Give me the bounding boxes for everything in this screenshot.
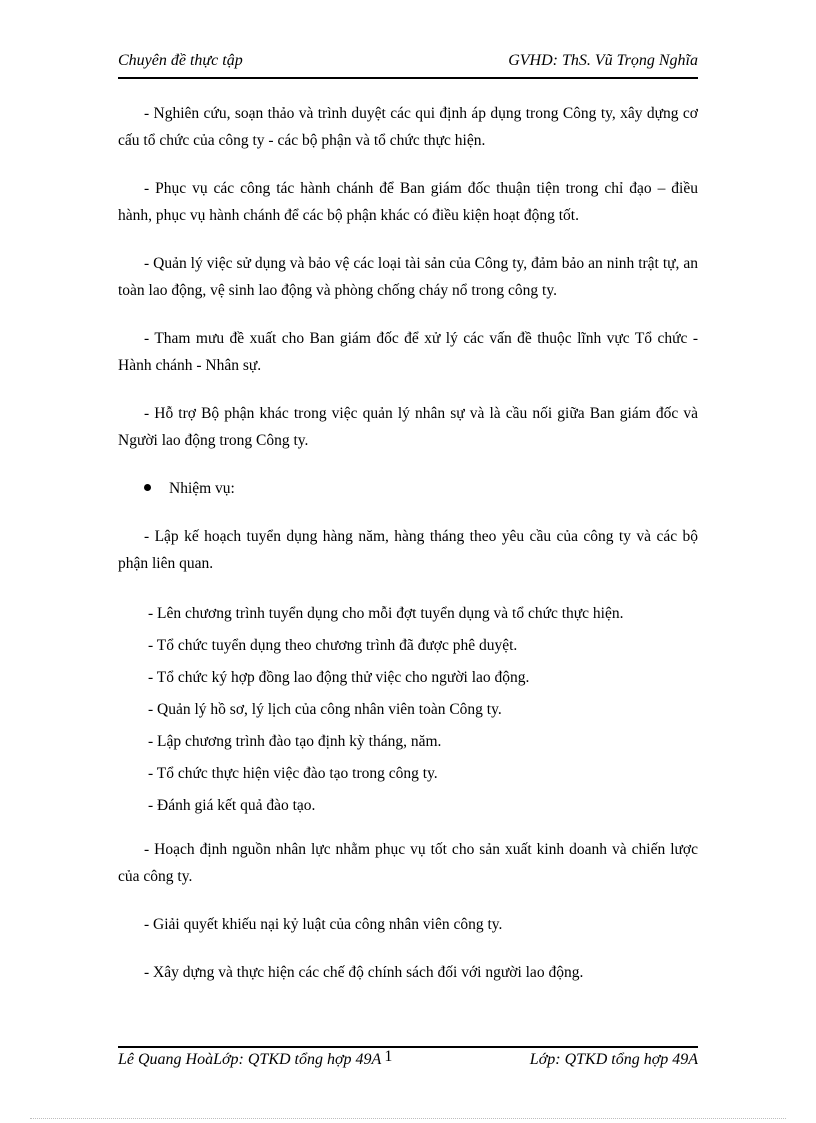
duty-list	[118, 598, 698, 822]
paragraph: - Phục vụ các công tác hành chánh để Ban giám đốc thuận tiện trong chỉ đạo – điều hành, phục vụ hành chánh để các bộ phận khác có điều kiện hoạt động tốt.	[118, 180, 698, 224]
list-item: - Lập chương trình đào tạo định kỳ tháng, năm.	[148, 733, 442, 750]
document-body	[118, 100, 698, 1007]
footer-right-class: Lớp: QTKD tổng hợp 49A	[529, 1051, 698, 1068]
bullet-heading	[118, 475, 698, 502]
paragraph: - Hoạch định nguồn nhân lực nhằm phục vụ tốt cho sản xuất kinh doanh và chiến lược của công ty.	[118, 841, 698, 885]
paragraph: - Nghiên cứu, soạn thảo và trình duyệt các qui định áp dụng trong Công ty, xây dựng cơ cấu tổ chức của công ty - các bộ phận và tổ chức thực hiện.	[118, 105, 698, 149]
duty-intro-paragraph: - Lập kế hoạch tuyển dụng hàng năm, hàng tháng theo yêu cầu của công ty và các bộ phận liên quan.	[118, 528, 698, 572]
footer-left	[118, 1048, 393, 1069]
list-item: - Tổ chức tuyển dụng theo chương trình đã được phê duyệt.	[148, 637, 518, 654]
footer-rule	[118, 1046, 698, 1048]
paragraph: - Hỗ trợ Bộ phận khác trong việc quản lý nhân sự và là cầu nối giữa Ban giám đốc và Người lao động trong Công ty.	[118, 405, 698, 449]
header-left-title: Chuyên đề thực tập	[118, 52, 243, 69]
list-item: - Đánh giá kết quả đào tạo.	[148, 797, 316, 814]
bullet-dot-icon	[144, 484, 151, 491]
paragraph: - Tham mưu đề xuất cho Ban giám đốc để xử lý các vấn đề thuộc lĩnh vực Tổ chức - Hành chánh - Nhân sự.	[118, 330, 698, 374]
paragraph: - Xây dựng và thực hiện các chế độ chính sách đối với người lao động.	[144, 964, 584, 981]
list-item: - Quản lý hồ sơ, lý lịch của công nhân viên toàn Công ty.	[148, 701, 502, 718]
footer-author-class: Lê Quang HoàLớp: QTKD tổng hợp 49A	[118, 1051, 382, 1068]
list-item: - Lên chương trình tuyển dụng cho mỗi đợt tuyển dụng và tổ chức thực hiện.	[148, 605, 624, 622]
paragraph: - Giải quyết khiếu nại kỷ luật của công nhân viên công ty.	[144, 916, 503, 933]
page-number: 1	[384, 1048, 393, 1065]
bullet-heading-text: Nhiệm vụ:	[169, 480, 235, 497]
list-item: - Tổ chức thực hiện việc đào tạo trong công ty.	[148, 765, 438, 782]
page-header	[118, 52, 698, 76]
page-footer	[118, 1048, 698, 1075]
list-item: - Tổ chức ký hợp đồng lao động thử việc cho người lao động.	[148, 669, 530, 686]
page-bottom-dotted-border	[30, 1118, 786, 1119]
paragraph: - Quản lý việc sử dụng và bảo vệ các loại tài sản của Công ty, đảm bảo an ninh trật tự, an toàn lao động, vệ sinh lao động và phòng chống cháy nổ trong công ty.	[118, 255, 698, 299]
header-rule	[118, 77, 698, 79]
header-right-advisor: GVHD: ThS. Vũ Trọng Nghĩa	[508, 52, 698, 69]
